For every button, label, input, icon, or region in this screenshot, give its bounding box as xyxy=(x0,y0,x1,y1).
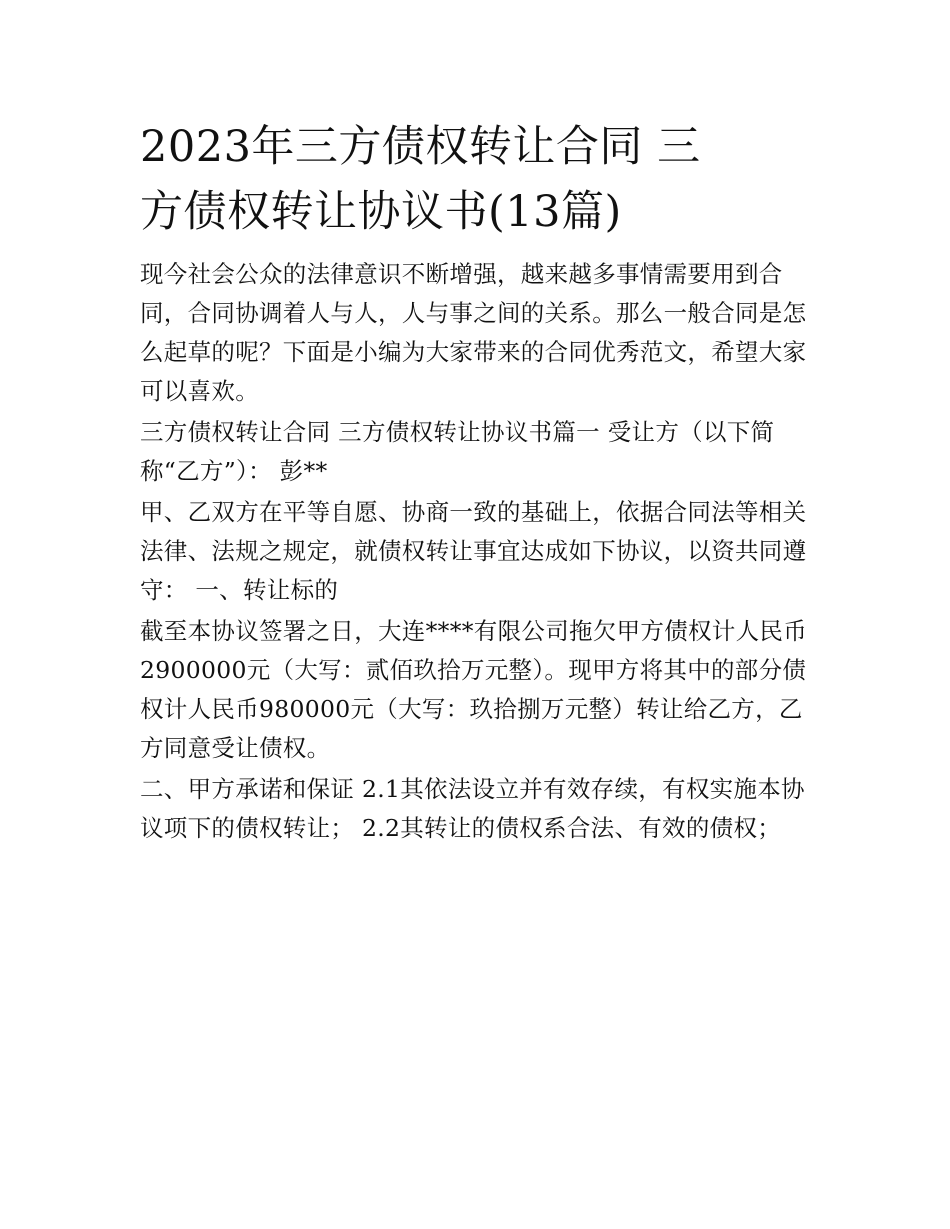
agreement-basis-paragraph: 甲、乙双方在平等自愿、协商一致的基础上，依据合同法等相关法律、法规之规定，就债权转让事宜达成如下协议，以资共同遵守： 一、转让标的 xyxy=(140,498,807,604)
document-body xyxy=(140,115,820,848)
title-line-1: 2023年三方债权转让合同 三 xyxy=(140,122,701,172)
section-heading-paragraph: 三方债权转让合同 三方债权转让协议书篇一 受让方（以下简称“乙方”）： 彭** xyxy=(140,418,775,485)
transfer-subject-paragraph: 截至本协议签署之日，大连****有限公司拖欠甲方债权计人民币2900000元（大写：贰佰玖拾万元整）。现甲方将其中的部分债权计人民币980000元（大写：玖拾捌万元整）转让给乙方，乙方同意受让债权。 xyxy=(140,617,807,762)
warranty-paragraph: 二、甲方承诺和保证 2.1其依法设立并有效存续，有权实施本协议项下的债权转让； 2.2其转让的债权系合法、有效的债权； xyxy=(140,775,805,842)
title-line-2: 方债权转让协议书(13篇) xyxy=(140,187,622,237)
intro-paragraph: 现今社会公众的法律意识不断增强，越来越多事情需要用到合同，合同协调着人与人，人与事之间的关系。那么一般合同是怎么起草的呢？下面是小编为大家带来的合同优秀范文，希望大家可以喜欢。 xyxy=(140,260,807,405)
document-title xyxy=(140,115,820,245)
